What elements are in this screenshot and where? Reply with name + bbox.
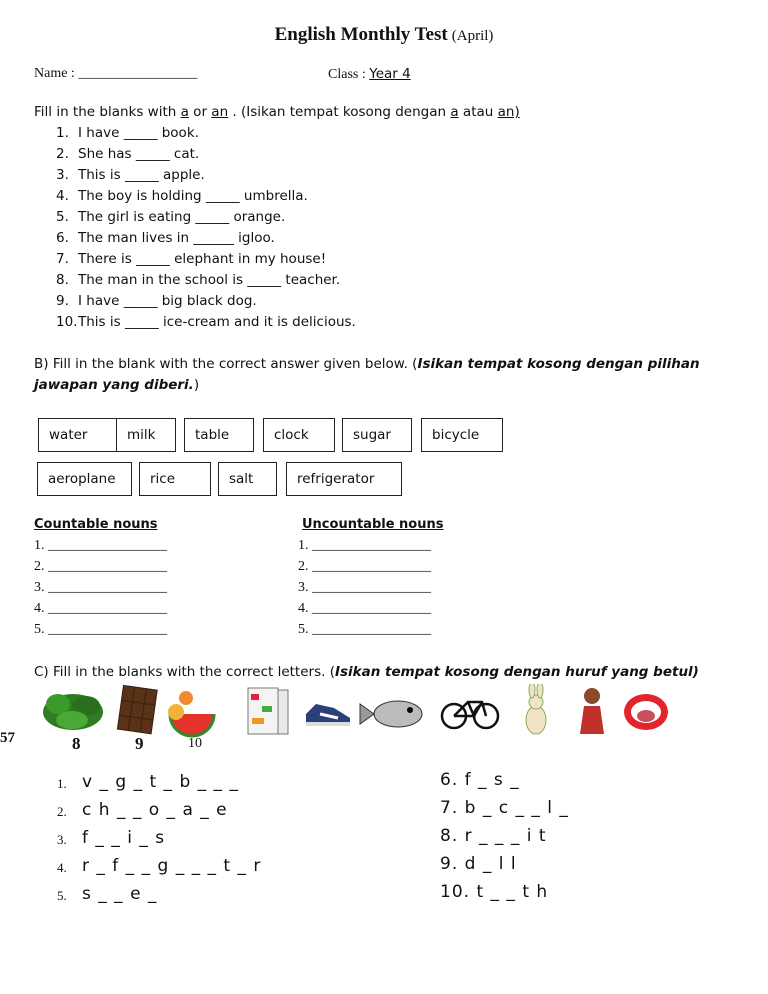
picture-number-10: 10 [188,736,202,751]
section-a-item: 4. The boy is holding _____ umbrella. [56,188,308,204]
section-b-instruction: B) Fill in the blank with the correct answer given below. (Isikan tempat kosong dengan pilihan [34,356,700,372]
bicycle-icon [442,702,498,728]
spelling-item[interactable]: 8. r _ _ _ i t [440,826,547,846]
spelling-number: 2. [57,804,67,819]
fruits-icon [168,691,214,736]
uncountable-answer-line[interactable]: 5. _________________ [298,622,431,637]
picture-number-9: 9 [135,734,144,753]
chocolate-icon [117,685,157,733]
test-month: (April) [451,28,494,44]
shoe-icon [306,704,350,726]
class-value: Year 4 [369,66,411,82]
countable-answer-line[interactable]: 3. _________________ [34,580,167,595]
word-box: rice [139,462,211,496]
class-label: Class : [328,67,366,82]
picture-number-8: 8 [72,734,81,753]
section-a-item: 5. The girl is eating _____ orange. [56,209,286,225]
vegetable-icon [43,694,103,730]
spelling-item[interactable]: 6. f _ s _ [440,770,520,790]
name-label: Name : [34,66,75,81]
section-b-instruction-cont: jawapan yang diberi.) [34,377,200,393]
word-box: bicycle [421,418,503,452]
section-a-item: 2. She has _____ cat. [56,146,200,162]
word-box: clock [263,418,335,452]
countable-answer-line[interactable]: 5. _________________ [34,622,167,637]
mouth-teeth-icon [624,694,668,730]
class-field [328,66,411,83]
picture-strip [38,684,698,740]
word-box: aeroplane [37,462,132,496]
word-box: milk [116,418,176,452]
uncountable-answer-line[interactable]: 1. _________________ [298,538,431,553]
word-box: refrigerator [286,462,402,496]
countable-answer-line[interactable]: 1. _________________ [34,538,167,553]
name-blank: _________________ [78,66,198,81]
countable-answer-line[interactable]: 4. _________________ [34,601,167,616]
spelling-number: 1. [57,776,67,791]
section-a-item: 10.This is _____ ice-cream and it is delicious. [56,314,356,330]
spelling-item[interactable]: v _ g _ t _ b _ _ _ [82,772,239,792]
word-box: sugar [342,418,412,452]
section-a-instruction: Fill in the blanks with a or an . (Isikan tempat kosong dengan a atau an) [34,104,520,120]
spelling-item[interactable]: 9. d _ l l [440,854,517,874]
refrigerator-icon [248,688,288,734]
section-a-item: 1. I have _____ book. [56,125,199,141]
spelling-item[interactable]: s _ _ e _ [82,884,158,904]
section-a-item: 6. The man lives in ______ igloo. [56,230,275,246]
section-a-item: 3. This is _____ apple. [56,167,205,183]
uncountable-answer-line[interactable]: 3. _________________ [298,580,431,595]
spelling-number: 5. [57,888,67,903]
spelling-item[interactable]: 7. b _ c _ _ l _ [440,798,569,818]
doll-icon [580,688,604,734]
countable-heading: Countable nouns [34,517,158,532]
spelling-number: 4. [57,860,67,875]
fish-icon [360,701,422,727]
countable-answer-line[interactable]: 2. _________________ [34,559,167,574]
spelling-item[interactable]: f _ _ i _ s [82,828,166,848]
section-a-item: 8. The man in the school is _____ teacher. [56,272,341,288]
word-box: water [38,418,117,452]
uncountable-heading: Uncountable nouns [302,517,444,532]
spelling-item[interactable]: c h _ _ o _ a _ e [82,800,228,820]
spelling-item[interactable]: 10. t _ _ t h [440,882,549,902]
spelling-item[interactable]: r _ f _ _ g _ _ _ t _ r [82,856,262,876]
page-title [0,24,768,46]
word-box: table [184,418,254,452]
name-field[interactable] [34,66,197,82]
spelling-number: 3. [57,832,67,847]
uncountable-answer-line[interactable]: 4. _________________ [298,601,431,616]
rabbit-icon [526,684,546,734]
word-box: salt [218,462,277,496]
section-c-instruction: C) Fill in the blanks with the correct letters. (Isikan tempat kosong dengan huruf yang betul) [34,664,699,680]
edge-number: 57 [0,730,15,746]
test-title: English Monthly Test [274,24,448,45]
section-a-item: 7. There is _____ elephant in my house! [56,251,327,267]
uncountable-answer-line[interactable]: 2. _________________ [298,559,431,574]
section-a-item: 9. I have _____ big black dog. [56,293,257,309]
